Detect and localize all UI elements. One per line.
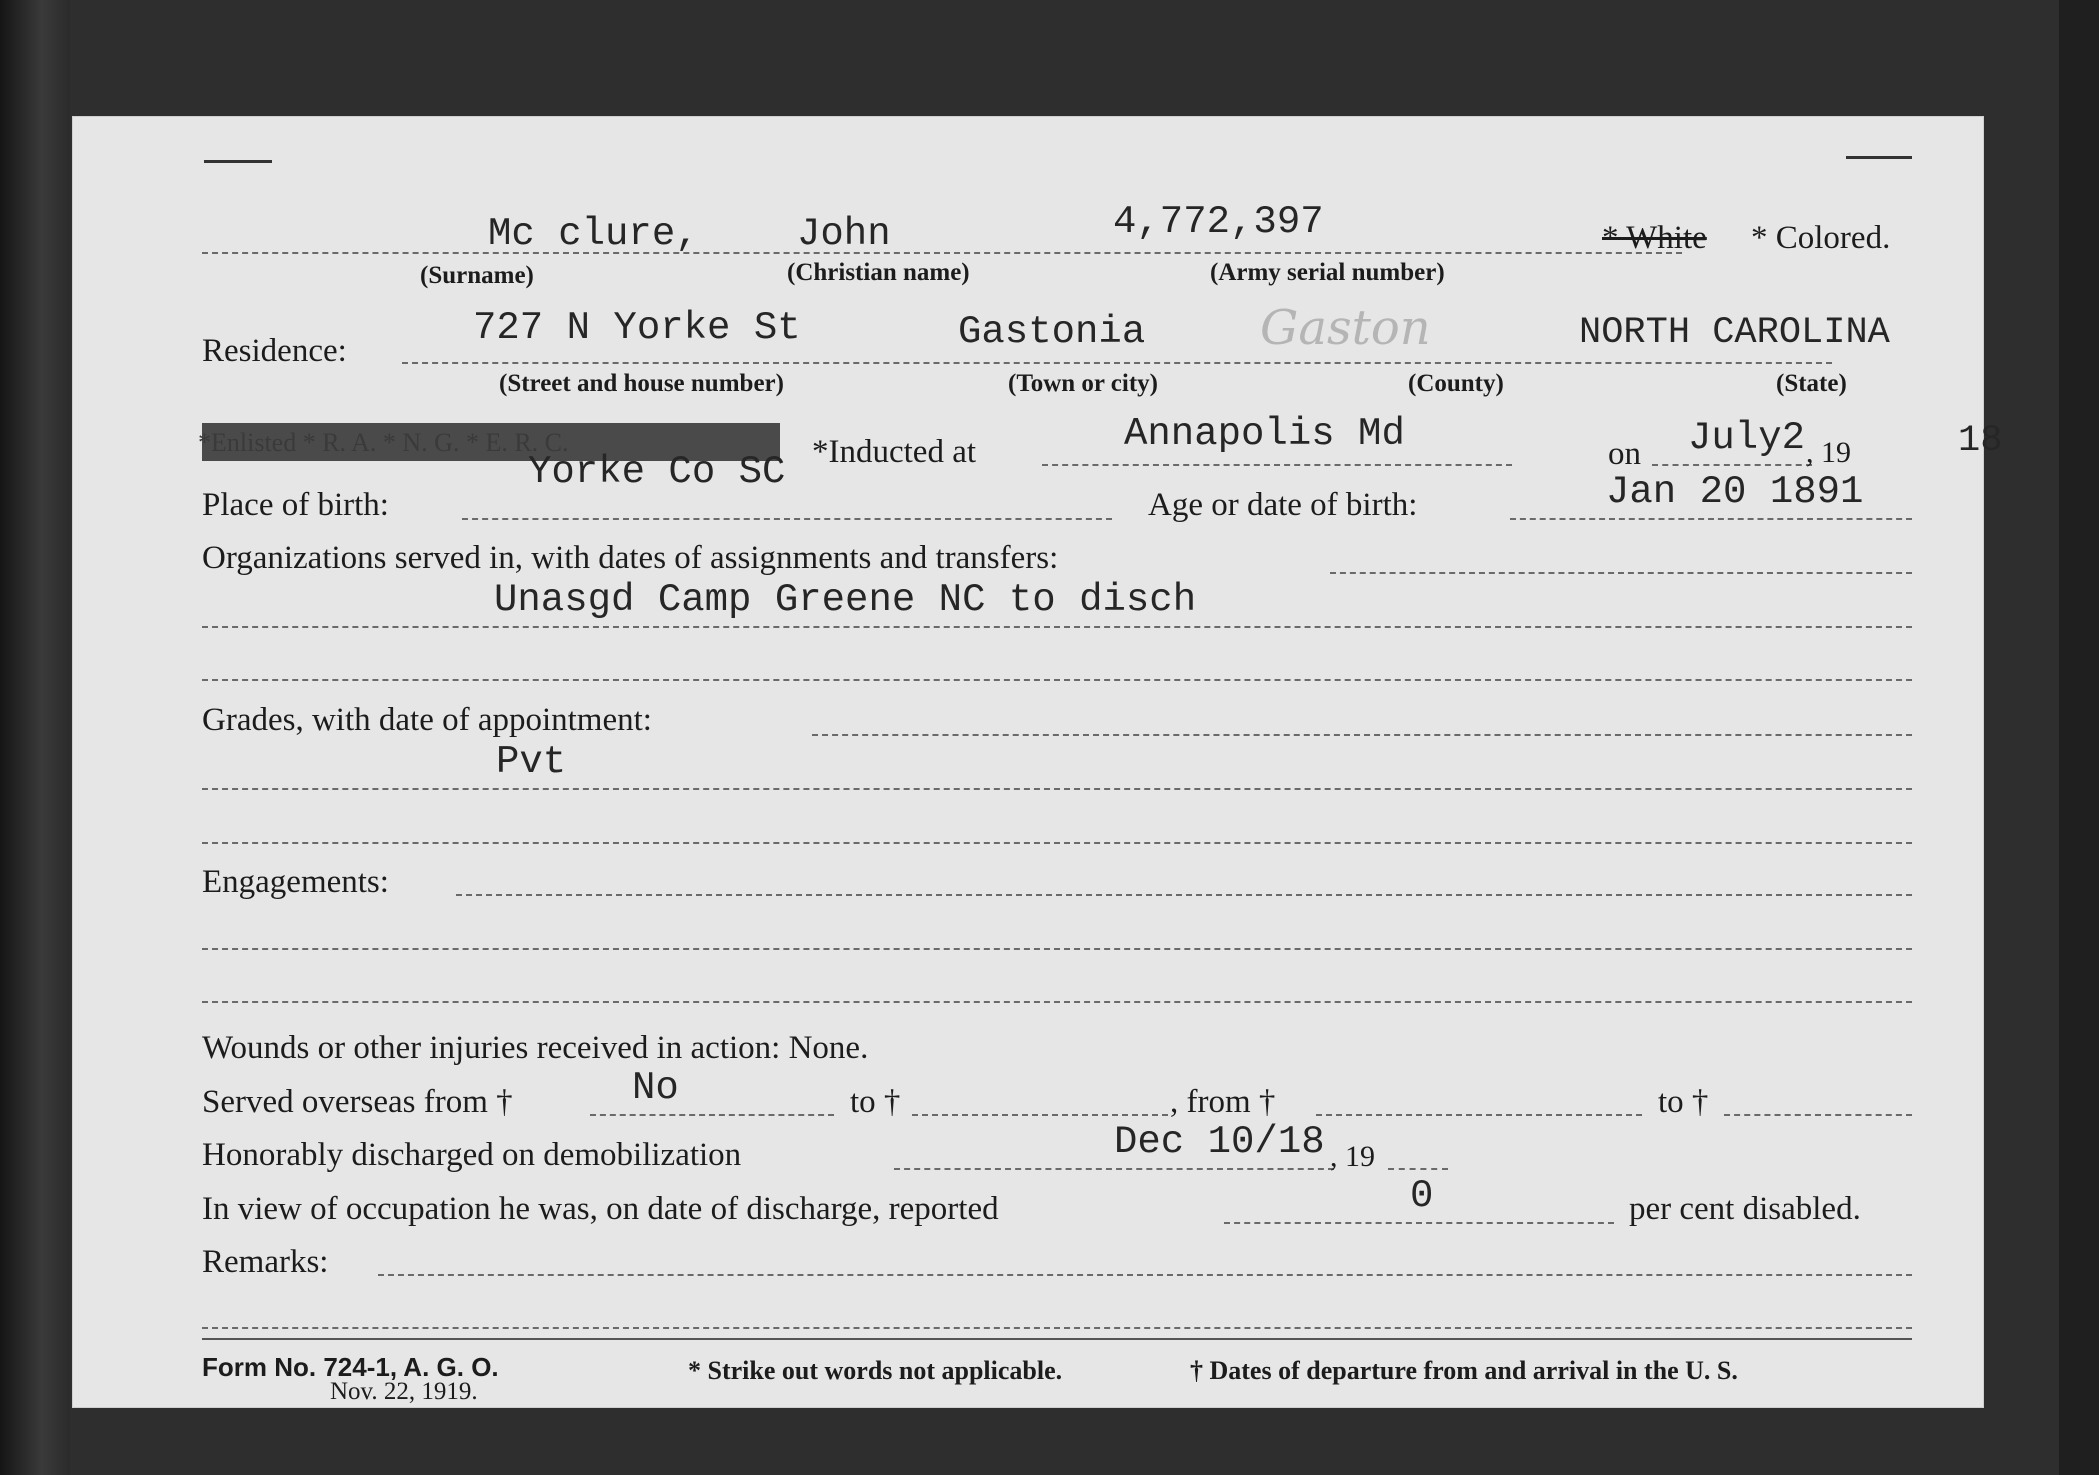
disability-label: In view of occupation he was, on date of discharge, reported bbox=[202, 1191, 999, 1227]
scan-left-border bbox=[0, 0, 70, 1475]
county-value-handwritten: Gaston bbox=[1260, 300, 1431, 356]
surname-label: (Surname) bbox=[420, 262, 534, 289]
top-left-rule bbox=[204, 160, 272, 163]
form-number: Form No. 724-1, A. G. O. bbox=[202, 1352, 499, 1382]
name-line bbox=[202, 252, 1682, 254]
discharge-date-value: Dec 10/18 bbox=[1114, 1120, 1325, 1164]
induction-year-prefix: , 19 bbox=[1806, 436, 1851, 469]
place-of-birth-label: Place of birth: bbox=[202, 487, 389, 523]
overseas-from2-line bbox=[1316, 1114, 1642, 1116]
organizations-line-3 bbox=[202, 679, 1912, 681]
engagements-line-3 bbox=[202, 1001, 1912, 1003]
footer-rule bbox=[202, 1338, 1912, 1340]
engagements-label: Engagements: bbox=[202, 864, 389, 900]
serial-number-label: (Army serial number) bbox=[1210, 259, 1445, 286]
scan-right-border bbox=[2059, 0, 2099, 1475]
serial-number-value: 4,772,397 bbox=[1113, 200, 1324, 244]
street-value: 727 N Yorke St bbox=[473, 306, 801, 350]
induction-date-line bbox=[1652, 464, 1812, 466]
overseas-from2-label: , from † bbox=[1170, 1084, 1276, 1120]
inducted-place-value: Annapolis Md bbox=[1124, 412, 1405, 456]
overseas-to2-label: to † bbox=[1658, 1084, 1709, 1120]
enlisted-struck-text: *Enlisted * R. A. * N. G. * E. R. C. bbox=[198, 428, 569, 457]
top-right-rule bbox=[1846, 156, 1912, 159]
discharge-date-line bbox=[894, 1168, 1334, 1170]
grades-value: Pvt bbox=[496, 740, 567, 784]
overseas-to-label: to † bbox=[850, 1084, 901, 1120]
disability-suffix: per cent disabled. bbox=[1629, 1191, 1861, 1227]
inducted-place-line bbox=[1042, 464, 1512, 466]
organizations-value: Unasgd Camp Greene NC to disch bbox=[494, 578, 1197, 622]
engagements-line-1 bbox=[456, 894, 1912, 896]
race-colored: * Colored. bbox=[1751, 220, 1891, 256]
organizations-line-1 bbox=[1330, 572, 1912, 574]
remarks-line-2 bbox=[202, 1327, 1912, 1329]
discharge-label: Honorably discharged on demobilization bbox=[202, 1137, 742, 1173]
overseas-label: Served overseas from † bbox=[202, 1084, 513, 1120]
service-record-card bbox=[72, 116, 2003, 1408]
disability-value: 0 bbox=[1410, 1174, 1434, 1218]
date-of-birth-line bbox=[1510, 518, 1912, 520]
overseas-from-line bbox=[590, 1114, 834, 1116]
grades-line-1 bbox=[812, 734, 1912, 736]
race-white-struck: * White bbox=[1602, 220, 1707, 256]
grades-label: Grades, with date of appointment: bbox=[202, 702, 652, 738]
christian-name-label: (Christian name) bbox=[787, 259, 970, 286]
state-value: NORTH CAROLINA bbox=[1579, 312, 1890, 354]
inducted-at-label: *Inducted at bbox=[812, 434, 977, 470]
place-of-birth-value: Yorke Co SC bbox=[528, 450, 786, 494]
induction-date-value: July2 bbox=[1688, 416, 1806, 460]
remarks-label: Remarks: bbox=[202, 1244, 329, 1280]
on-label: on bbox=[1608, 436, 1641, 472]
grades-line-3 bbox=[202, 842, 1912, 844]
residence-line bbox=[402, 362, 1832, 364]
date-of-birth-label: Age or date of birth: bbox=[1148, 487, 1418, 523]
note-dates: † Dates of departure from and arrival in the U. S. bbox=[1190, 1356, 1738, 1385]
remarks-line-1 bbox=[378, 1274, 1912, 1276]
grades-line-2 bbox=[202, 788, 1912, 790]
engagements-line-2 bbox=[202, 948, 1912, 950]
organizations-label: Organizations served in, with dates of assignments and transfers: bbox=[202, 540, 1059, 576]
date-of-birth-value: Jan 20 1891 bbox=[1606, 470, 1864, 514]
city-label: (Town or city) bbox=[1008, 370, 1158, 397]
wounds-label: Wounds or other injuries received in action: None. bbox=[202, 1030, 869, 1066]
state-label: (State) bbox=[1776, 370, 1847, 397]
christian-name-value: John bbox=[797, 212, 891, 256]
organizations-line-2 bbox=[202, 626, 1912, 628]
residence-label: Residence: bbox=[202, 333, 347, 369]
overseas-from-value: No bbox=[632, 1066, 679, 1110]
overseas-to-line bbox=[912, 1114, 1168, 1116]
city-value: Gastonia bbox=[958, 310, 1146, 354]
form-date: Nov. 22, 1919. bbox=[330, 1378, 478, 1405]
overseas-to2-line bbox=[1724, 1114, 1912, 1116]
discharge-year-label: , 19 bbox=[1330, 1140, 1375, 1173]
street-label: (Street and house number) bbox=[499, 370, 784, 397]
county-label: (County) bbox=[1408, 370, 1504, 397]
surname-value: Mc clure, bbox=[488, 212, 699, 256]
induction-year-value: 18 bbox=[1958, 420, 2003, 462]
note-strike: * Strike out words not applicable. bbox=[688, 1356, 1063, 1385]
discharge-year-line bbox=[1388, 1168, 1448, 1170]
place-of-birth-line bbox=[462, 518, 1112, 520]
disability-line bbox=[1224, 1222, 1614, 1224]
